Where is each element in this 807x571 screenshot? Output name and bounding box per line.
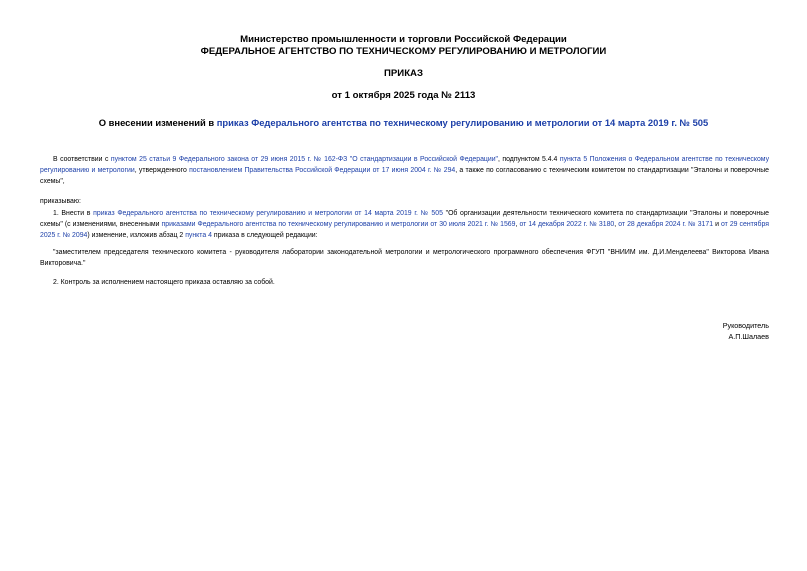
item1-text-2: "Об организации деятельности технического комитета по стандартизации "Эталоны и поверочные схемы" (с изменениями, внесенными: [40, 210, 769, 228]
document-type: ПРИКАЗ: [384, 68, 423, 79]
item1-text-3: ,: [515, 221, 520, 228]
quoted-text: "заместителем председателя технического комитета - руководителя лаборатории законодательной метрологии и метрологического программного обеспечения ФГУП "ВНИИМ им. Д.И.Менделеева" Викторова Ивана Викторовича.": [40, 249, 769, 267]
document-subject: [0, 117, 807, 128]
subject-link[interactable]: приказ Федерального агентства по техническому регулированию и метрологии от 14 марта 2019 г. № 505: [216, 117, 709, 128]
document-date-number: от 1 октября 2025 года № 2113: [331, 90, 476, 101]
item1-text-1: 1. Внести в: [53, 210, 94, 217]
agency-heading: ФЕДЕРАЛЬНОЕ АГЕНТСТВО ПО ТЕХНИЧЕСКОМУ РЕГУЛИРОВАНИЮ И МЕТРОЛОГИИ: [200, 46, 607, 57]
order-word: приказываю:: [40, 198, 81, 205]
preamble-link-resolution[interactable]: постановлением Правительства Российской Федерации от 17 июня 2004 г. № 294: [189, 167, 456, 174]
subject-prefix: О внесении изменений в: [98, 117, 217, 128]
item1-link-order[interactable]: приказ Федерального агентства по техническому регулированию и метрологии от 14 марта 2019 г. № 505: [93, 210, 443, 217]
item1-text-4: ,: [614, 221, 619, 228]
preamble-text-2: , подпунктом 5.4.4: [498, 156, 560, 163]
item1-link-point4[interactable]: пункта 4: [185, 232, 212, 239]
preamble-paragraph: [40, 154, 769, 187]
item1-text-6: ) изменение, изложив абзац 2: [87, 232, 186, 239]
preamble-link-law[interactable]: пунктом 25 статьи 9 Федерального закона от 29 июня 2015 г. № 162-ФЗ "О стандартизации в Российской Федерации": [110, 156, 498, 163]
item-1-paragraph: [40, 208, 769, 241]
preamble-link-regulation[interactable]: пункта 5 Положения о Федеральном агентстве по техническому регулированию и метрологии: [40, 156, 770, 174]
item1-link-amend-2025[interactable]: от 29 сентября 2025 г. № 2094: [40, 221, 769, 239]
preamble-text-3: , утвержденного: [134, 167, 190, 174]
ministry-heading: Министерство промышленности и торговли Российской Федерации: [240, 34, 567, 45]
preamble-text-1: В соответствии с: [53, 156, 111, 163]
item1-text-5: и: [713, 221, 721, 228]
item1-link-amend-2022[interactable]: от 14 декабря 2022 г. № 3180: [519, 221, 615, 228]
item-2-paragraph: 2. Контроль за исполнением настоящего приказа оставляю за собой.: [53, 279, 275, 286]
item1-text-7: приказа в следующей редакции:: [211, 232, 318, 239]
signature-name: А.П.Шалаев: [728, 332, 769, 341]
signature-position: Руководитель: [722, 321, 769, 330]
item1-link-amend-2024[interactable]: от 28 декабря 2024 г. № 3171: [618, 221, 714, 228]
preamble-text-4: , а также по согласованию с техническим комитетом по стандартизации "Эталоны и поверочные схемы",: [40, 167, 769, 185]
item1-link-amend-2021[interactable]: приказами Федерального агентства по техническому регулированию и метрологии от 30 июля 2021 г. № 1569: [161, 221, 516, 228]
